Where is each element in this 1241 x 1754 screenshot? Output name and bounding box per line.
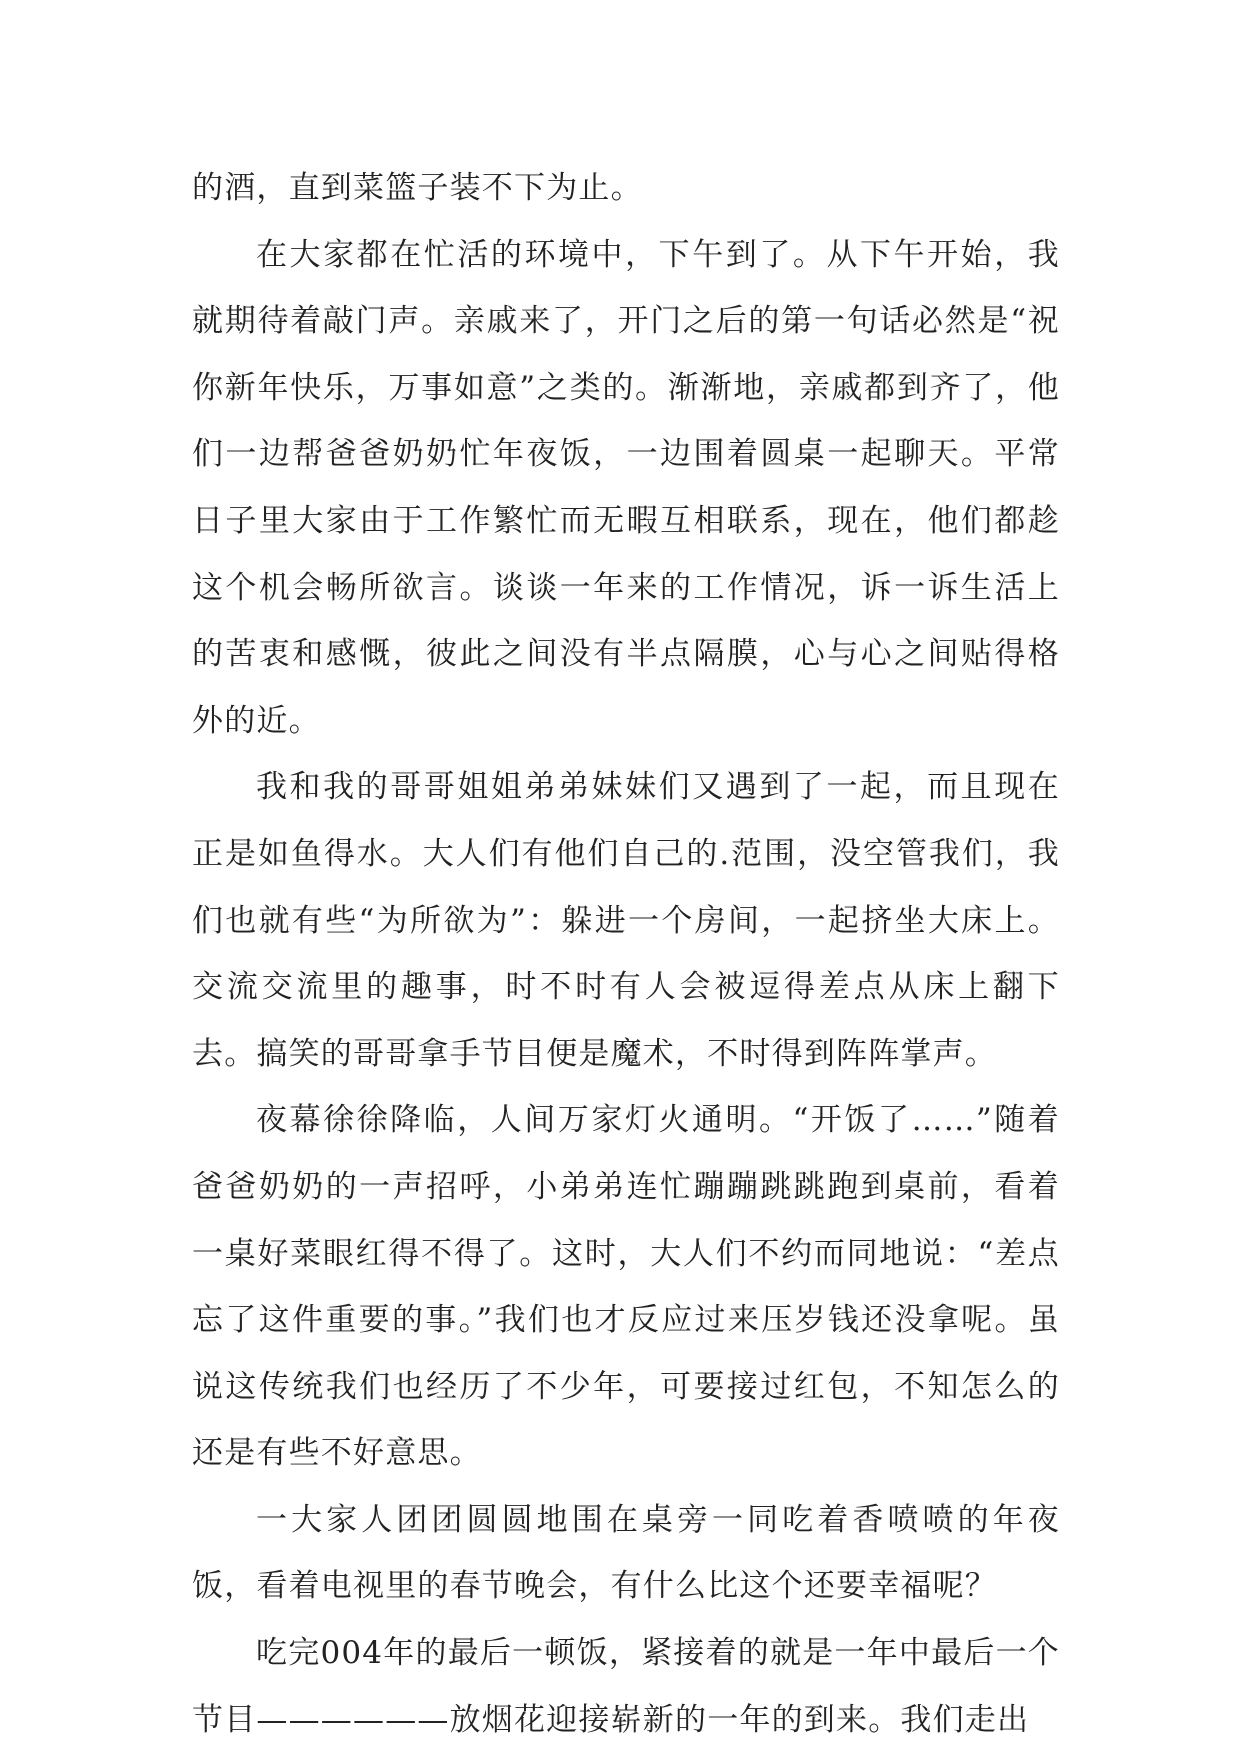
paragraph-5: 一大家人团团圆圆地围在桌旁一同吃着香喷喷的年夜饭，看着电视里的春节晚会，有什么比这个还要幸福呢？ — [192, 1501, 1060, 1605]
paragraph-4: 夜幕徐徐降临，人间万家灯火通明。“开饭了……”随着爸爸奶奶的一声招呼，小弟弟连忙蹦蹦跳跳跑到桌前，看着一桌好菜眼红得不得了。这时，大人们不约而同地说：“差点忘了这件重要的事。”我们也才反应过来压岁钱还没拿呢。虽说这传统我们也经历了不少年，可要接过红包，不知怎么的还是有些不好意思。 — [192, 1102, 1060, 1472]
paragraph-2: 在大家都在忙活的环境中，下午到了。从下午开始，我就期待着敲门声。亲戚来了，开门之后的第一句话必然是“祝你新年快乐，万事如意”之类的。渐渐地，亲戚都到齐了，他们一边帮爸爸奶奶忙年夜饭，一边围着圆桌一起聊天。平常日子里大家由于工作繁忙而无暇互相联系，现在，他们都趁这个机会畅所欲言。谈谈一年来的工作情况，诉一诉生活上的苦衷和感慨，彼此之间没有半点隔膜，心与心之间贴得格外的近。 — [192, 236, 1060, 739]
paragraph-6: 吃完004年的最后一顿饭，紧接着的就是一年中最后一个节目——————放烟花迎接崭新的一年的到来。我们走出 — [192, 1635, 1060, 1738]
document-body — [192, 155, 1060, 1753]
paragraph-1: 的酒，直到菜篮子装不下为止。 — [192, 170, 643, 206]
paragraph-3: 我和我的哥哥姐姐弟弟妹妹们又遇到了一起，而且现在正是如鱼得水。大人们有他们自己的.范围，没空管我们，我们也就有些“为所欲为”：躲进一个房间，一起挤坐大床上。交流交流里的趣事，时不时有人会被逗得差点从床上翻下去。搞笑的哥哥拿手节目便是魔术，不时得到阵阵掌声。 — [192, 769, 1060, 1072]
